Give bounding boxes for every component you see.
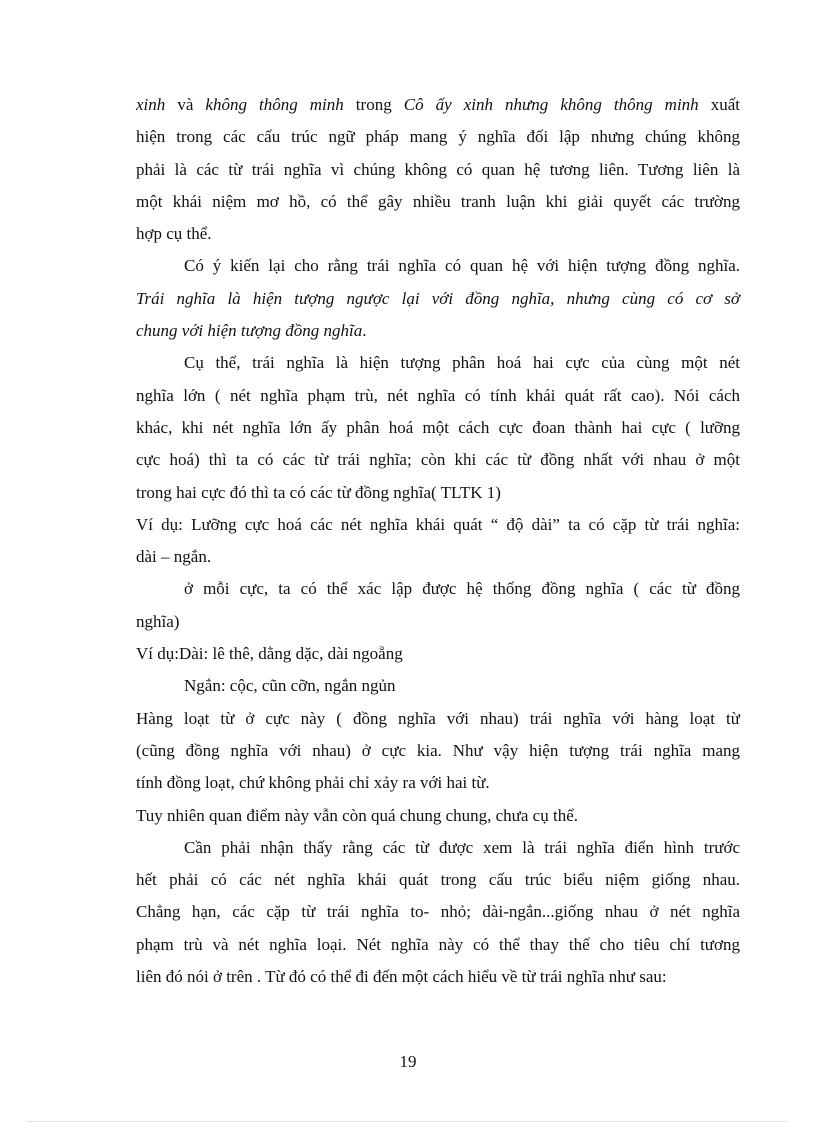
text-run: nghĩa lớn ( nét nghĩa phạm trù, nét nghĩa có tính khái quát rất cao). Nói cách (136, 385, 740, 405)
text-line (136, 541, 740, 573)
text-run: Chẳng hạn, các cặp từ trái nghĩa to- nhỏ; dài-ngắn...giống nhau ở nét nghĩa (136, 902, 740, 922)
text-run: Có ý kiến lại cho rằng trái nghĩa có quan hệ với hiện tượng đồng nghĩa. (184, 256, 740, 276)
text-line (136, 154, 740, 186)
text-run: khác, khi nét nghĩa lớn ấy phân hoá một cách cực đoan thành hai cực ( lưỡng (136, 417, 740, 437)
paragraph (136, 347, 740, 508)
paragraph (136, 250, 740, 347)
text-line (136, 477, 740, 509)
text-line (136, 670, 740, 702)
text-run: dài – ngắn. (136, 547, 212, 567)
text-run: phạm trù và nét nghĩa loại. Nét nghĩa này có thể thay thế cho tiêu chí tương (136, 934, 740, 954)
italic-text: Cô ấy xinh nhưng không thông minh (403, 95, 699, 114)
text-run: Ví dụ:Dài: lê thê, dằng dặc, dài ngoẵng (136, 644, 403, 664)
text-line (136, 961, 740, 993)
text-line (136, 121, 740, 153)
text-run: phải là các từ trái nghĩa vì chúng không có quan hệ tương liên. Tương liên là (136, 159, 740, 179)
text-line (136, 929, 740, 961)
text-run: Cần phải nhận thấy rằng các từ được xem là trái nghĩa điển hình trước (184, 837, 740, 857)
text-line (136, 509, 740, 541)
text-run: hợp cụ thể. (136, 224, 212, 244)
text-line (136, 315, 740, 347)
text-line (136, 250, 740, 282)
paragraph (136, 509, 740, 574)
text-run: Tuy nhiên quan điểm này vẫn còn quá chung chung, chưa cụ thể. (136, 805, 578, 825)
text-run: hết phải có các nét nghĩa khái quát trong cấu trúc biểu niệm giống nhau. (136, 870, 740, 890)
text-run: và (165, 95, 206, 114)
text-line (136, 89, 740, 121)
paragraph (136, 638, 740, 670)
paragraph (136, 89, 740, 250)
body-text (136, 89, 740, 993)
text-run: . (362, 321, 367, 341)
text-run: ở mỗi cực, ta có thể xác lập được hệ thống đồng nghĩa ( các từ đồng (184, 579, 740, 599)
text-run: xuất (698, 95, 740, 114)
page-number: 19 (399, 1052, 417, 1071)
italic-text: Trái nghĩa là hiện tượng ngược lại với đồng nghĩa, nhưng cùng có cơ sở (136, 288, 740, 308)
paragraph (136, 703, 740, 800)
text-line (136, 767, 740, 799)
text-line (136, 606, 740, 638)
text-run: hiện trong các cấu trúc ngữ pháp mang ý nghĩa đối lập nhưng chúng không (136, 127, 740, 147)
text-line (136, 347, 740, 379)
text-line (136, 412, 740, 444)
text-run: một khái niệm mơ hồ, có thể gây nhiều tranh luận khi giải quyết các trường (136, 191, 740, 211)
text-run: nghĩa) (136, 611, 180, 631)
text-line (136, 703, 740, 735)
text-line (136, 735, 740, 767)
paragraph (136, 832, 740, 993)
text-run: trong hai cực đó thì ta có các từ đồng nghĩa( TLTK 1) (136, 482, 501, 502)
italic-text: xinh (136, 95, 166, 114)
paragraph (136, 670, 740, 702)
text-line (136, 832, 740, 864)
text-run: Ví dụ: Lưỡng cực hoá các nét nghĩa khái quát “ độ dài” ta có cặp từ trái nghĩa: (136, 514, 740, 534)
paragraph (136, 800, 740, 832)
text-line (136, 800, 740, 832)
paragraph (136, 573, 740, 638)
italic-text: không thông minh (205, 95, 344, 114)
text-run: tính đồng loạt, chứ không phải chỉ xảy ra với hai từ. (136, 773, 490, 793)
text-line (136, 638, 740, 670)
text-run: (cũng đồng nghĩa với nhau) ở cực kia. Như vậy hiện tượng trái nghĩa mang (136, 740, 740, 760)
text-line (136, 380, 740, 412)
text-line (136, 218, 740, 250)
text-run: Cụ thể, trái nghĩa là hiện tượng phân hoá hai cực của cùng một nét (184, 353, 740, 373)
text-run: cực hoá) thì ta có các từ trái nghĩa; còn khi các từ đồng nhất với nhau ở một (136, 450, 740, 470)
text-run: Hàng loạt từ ở cực này ( đồng nghĩa với nhau) trái nghĩa với hàng loạt từ (136, 708, 740, 728)
text-line (136, 444, 740, 476)
text-line (136, 283, 740, 315)
text-line (136, 186, 740, 218)
italic-text: chung với hiện tượng đồng nghĩa (136, 321, 363, 341)
text-run: liên đó nói ở trên . Từ đó có thể đi đến một cách hiểu về từ trái nghĩa như sau: (136, 967, 667, 987)
text-line (136, 864, 740, 896)
text-line (136, 896, 740, 928)
page-bottom-rule (28, 1121, 788, 1122)
text-run: trong (343, 95, 404, 114)
text-run: Ngắn: cộc, cũn cỡn, ngắn ngủn (184, 676, 396, 696)
text-line (136, 573, 740, 605)
